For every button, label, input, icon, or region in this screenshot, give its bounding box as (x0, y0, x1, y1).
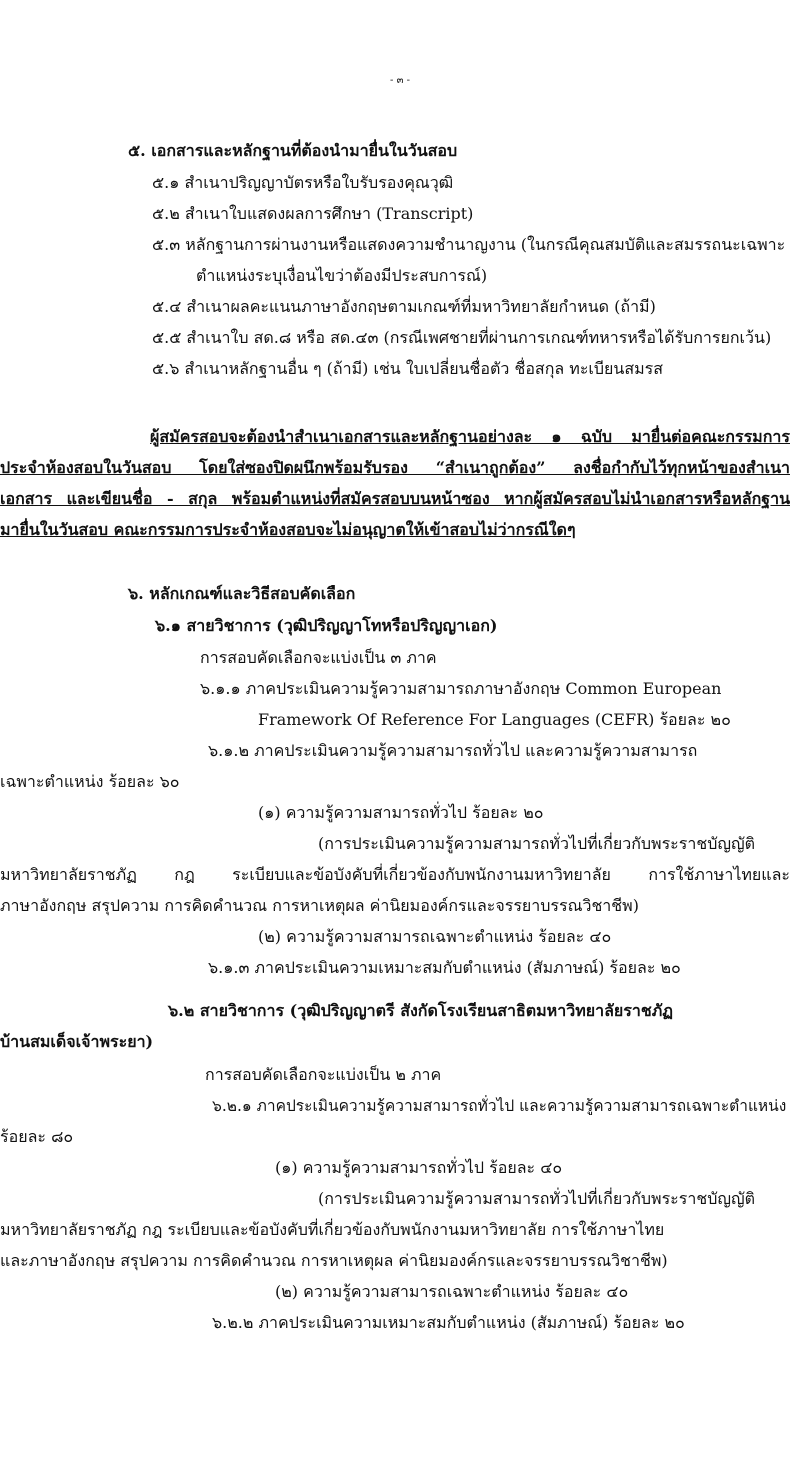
section-6-2-1-sub-1: (๑) ความรู้ความสามารถทั่วไป ร้อยละ ๔๐ (275, 1158, 563, 1177)
notice-line-2: ประจำห้องสอบในวันสอบ โดยใส่ซองปิดผนึกพร้อมรับรอง “สำเนาถูกต้อง” ลงชื่อกำกับไว้ทุกหน้าของสำเนา (0, 458, 790, 477)
section-6-2-1-sub-1-desc-2: มหาวิทยาลัยราชภัฏ กฎ ระเบียบและข้อบังคับที่เกี่ยวข้องกับพนักงานมหาวิทยาลัย การใช้ภาษาไทย (0, 1220, 665, 1239)
section-6-2-1: ๖.๒.๑ ภาคประเมินความรู้ความสามารถทั่วไป และความรู้ความสามารถเฉพาะตำแหน่ง (212, 1097, 787, 1115)
section-6-1-2-sub-1-desc-3: ภาษาอังกฤษ สรุปความ การคิดคำนวณ การหาเหตุผล ค่านิยมองค์กรและจรรยาบรรณวิชาชีพ) (0, 896, 639, 915)
section-6-2-1-sub-1-desc-3: และภาษาอังกฤษ สรุปความ การคิดคำนวณ การหาเหตุผล ค่านิยมองค์กรและจรรยาบรรณวิชาชีพ) (0, 1251, 668, 1270)
section-6-1-2-sub-1: (๑) ความรู้ความสามารถทั่วไป ร้อยละ ๒๐ (258, 803, 544, 822)
section-6-heading: ๖. หลักเกณฑ์และวิธีสอบคัดเลือก (128, 584, 356, 603)
section-6-1-2-sub-1-desc: (การประเมินความรู้ความสามารถทั่วไปที่เกี่ยวกับพระราชบัญญัติ (318, 834, 756, 853)
section-6-1-2-sub-1-desc-2: มหาวิทยาลัยราชภัฏ กฎ ระเบียบและข้อบังคับที่เกี่ยวข้องกับพนักงานมหาวิทยาลัย การใช้ภาษาไทยและ (0, 865, 790, 884)
section-6-2-1-sub-1-desc: (การประเมินความรู้ความสามารถทั่วไปที่เกี่ยวกับพระราชบัญญัติ (318, 1189, 756, 1208)
section-6-1-intro: การสอบคัดเลือกจะแบ่งเป็น ๓ ภาค (200, 648, 437, 667)
section-6-2-1-sub-2: (๒) ความรู้ความสามารถเฉพาะตำแหน่ง ร้อยละ ๔๐ (275, 1282, 629, 1301)
section-6-1-2: ๖.๑.๒ ภาคประเมินความรู้ความสามารถทั่วไป และความรู้ความสามารถ (208, 741, 698, 760)
section-6-1-2-cont: เฉพาะตำแหน่ง ร้อยละ ๖๐ (0, 772, 180, 791)
section-5-item-3: ๕.๓ หลักฐานการผ่านงานหรือแสดงความชำนาญงาน (ในกรณีคุณสมบัติและสมรรถนะเฉพาะ (152, 235, 786, 254)
notice-line-1: ผู้สมัครสอบจะต้องนำสำเนาเอกสารและหลักฐานอย่างละ ๑ ฉบับ มายื่นต่อคณะกรรมการ (150, 427, 790, 446)
section-5-item-2: ๕.๒ สำเนาใบแสดงผลการศึกษา (Transcript) (152, 204, 474, 223)
section-6-1-2-sub-2: (๒) ความรู้ความสามารถเฉพาะตำแหน่ง ร้อยละ ๔๐ (258, 927, 612, 946)
notice-line-3: เอกสาร และเขียนชื่อ - สกุล พร้อมตำแหน่งที่สมัครสอบบนหน้าซอง หากผู้สมัครสอบไม่นำเอกสารหรือหลักฐาน (0, 489, 790, 508)
section-6-1-heading: ๖.๑ สายวิชาการ (วุฒิปริญญาโทหรือปริญญาเอก) (155, 616, 498, 635)
section-5-heading: ๕. เอกสารและหลักฐานที่ต้องนำมายื่นในวันสอบ (128, 141, 458, 160)
section-5-item-5: ๕.๕ สำเนาใบ สด.๘ หรือ สด.๔๓ (กรณีเพศชายที่ผ่านการเกณฑ์ทหารหรือได้รับการยกเว้น) (152, 328, 772, 347)
section-6-2-1-cont: ร้อยละ ๘๐ (0, 1127, 74, 1146)
section-5-item-4: ๕.๔ สำเนาผลคะแนนภาษาอังกฤษตามเกณฑ์ที่มหาวิทยาลัยกำหนด (ถ้ามี) (152, 297, 656, 316)
section-5-item-6: ๕.๖ สำเนาหลักฐานอื่น ๆ (ถ้ามี) เช่น ใบเปลี่ยนชื่อตัว ชื่อสกุล ทะเบียนสมรส (152, 359, 664, 378)
section-6-1-1-cont: Framework Of Reference For Languages (CEFR) ร้อยละ ๒๐ (258, 710, 731, 729)
section-6-2-2: ๖.๒.๒ ภาคประเมินความเหมาะสมกับตำแหน่ง (สัมภาษณ์) ร้อยละ ๒๐ (212, 1313, 685, 1332)
page-number: - ๓ - (390, 75, 410, 86)
notice-line-4: มายื่นในวันสอบ คณะกรรมการประจำห้องสอบจะไม่อนุญาตให้เข้าสอบไม่ว่ากรณีใดๆ (0, 520, 576, 539)
section-6-2-intro: การสอบคัดเลือกจะแบ่งเป็น ๒ ภาค (205, 1065, 442, 1084)
section-6-1-1: ๖.๑.๑ ภาคประเมินความรู้ความสามารถภาษาอังกฤษ Common European (200, 679, 722, 698)
section-5-item-3-cont: ตำแหน่งระบุเงื่อนไขว่าต้องมีประสบการณ์) (196, 266, 488, 285)
section-6-1-3: ๖.๑.๓ ภาคประเมินความเหมาะสมกับตำแหน่ง (สัมภาษณ์) ร้อยละ ๒๐ (208, 958, 681, 977)
section-5-item-1: ๕.๑ สำเนาปริญญาบัตรหรือใบรับรองคุณวุฒิ (152, 173, 454, 192)
section-6-2-heading-cont: บ้านสมเด็จเจ้าพระยา) (0, 1032, 154, 1051)
section-6-2-heading: ๖.๒ สายวิชาการ (วุฒิปริญญาตรี สังกัดโรงเรียนสาธิตมหาวิทยาลัยราชภัฏ (168, 1001, 674, 1020)
